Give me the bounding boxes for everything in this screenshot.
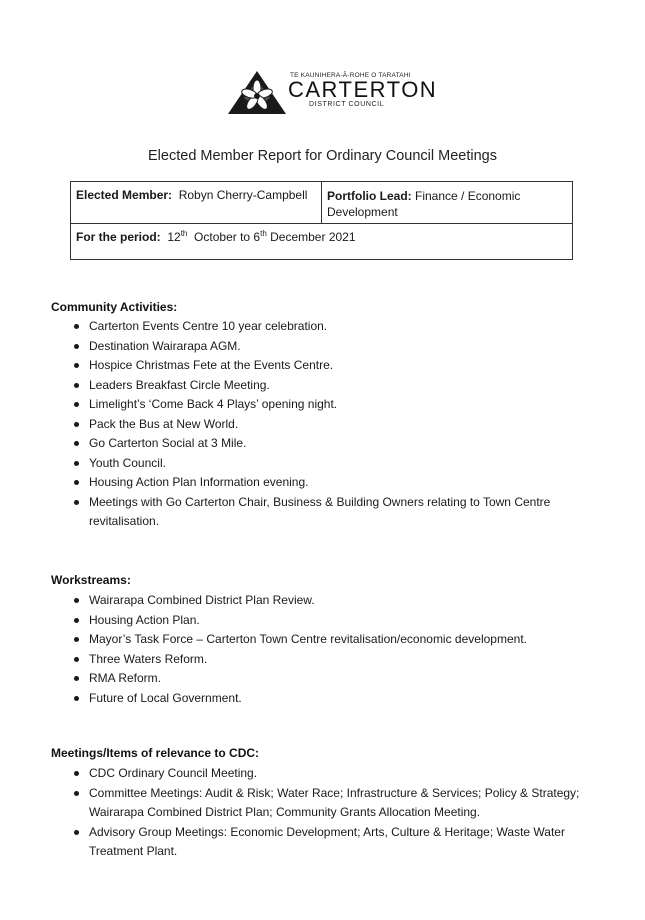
period-label: For the period: [76, 230, 161, 244]
list-item: Housing Action Plan. [51, 611, 591, 631]
mountain-flower-icon [226, 68, 288, 118]
period-start-day: 12 [167, 230, 181, 244]
list-item: Wairarapa Combined District Plan Review. [51, 591, 591, 611]
logo-name: CARTERTON [288, 77, 438, 102]
list-item: Leaders Breakfast Circle Meeting. [51, 376, 591, 396]
period-start-rest: October to [194, 230, 251, 244]
member-label: Elected Member: [76, 188, 173, 202]
workstreams-list [51, 591, 591, 708]
list-item: Limelight’s ‘Come Back 4 Plays’ opening night. [51, 395, 591, 415]
list-item: Three Waters Reform. [51, 650, 591, 670]
list-item: Advisory Group Meetings: Economic Development; Arts, Culture & Heritage; Waste Water Treatment Plant. [51, 823, 591, 862]
page-title: Elected Member Report for Ordinary Council Meetings [148, 148, 497, 164]
list-item: Housing Action Plan Information evening. [51, 473, 591, 493]
period-start-suffix: th [180, 229, 188, 238]
list-item: Youth Council. [51, 454, 591, 474]
list-item: Mayor’s Task Force – Carterton Town Centre revitalisation/economic development. [51, 630, 591, 650]
list-item: Go Carterton Social at 3 Mile. [51, 434, 591, 454]
workstreams-heading: Workstreams: [51, 573, 131, 587]
member-info-table [70, 181, 573, 260]
list-item: Destination Wairarapa AGM. [51, 337, 591, 357]
period-end-rest: December 2021 [270, 230, 356, 244]
list-item: Committee Meetings: Audit & Risk; Water Race; Infrastructure & Services; Policy & Strategy; Wairarapa Combined District Plan; Community Grants Allocation Meeting. [51, 784, 591, 823]
list-item: Pack the Bus at New World. [51, 415, 591, 435]
portfolio-label: Portfolio Lead: [327, 189, 412, 203]
list-item: Meetings with Go Carterton Chair, Business & Building Owners relating to Town Centre revitalisation. [51, 493, 591, 532]
council-logo [226, 68, 438, 118]
list-item: Hospice Christmas Fete at the Events Centre. [51, 356, 591, 376]
period-end-suffix: th [260, 229, 267, 238]
logo-maori-name: TE KAUNIHERA-Ā-ROHE O TARATAHI [290, 72, 411, 79]
meetings-heading: Meetings/Items of relevance to CDC: [51, 746, 260, 760]
community-list [51, 317, 591, 532]
community-heading: Community Activities: [51, 300, 178, 314]
meetings-list [51, 764, 591, 862]
list-item: RMA Reform. [51, 669, 591, 689]
portfolio-value: Finance / Economic Development [327, 189, 521, 219]
portfolio-cell [322, 182, 572, 223]
info-row-period [71, 224, 572, 259]
list-item: Carterton Events Centre 10 year celebration. [51, 317, 591, 337]
member-cell [71, 182, 322, 223]
logo-subtitle: DISTRICT COUNCIL [309, 101, 385, 108]
period-end-day: 6 [253, 230, 261, 244]
list-item: Future of Local Government. [51, 689, 591, 709]
list-item: CDC Ordinary Council Meeting. [51, 764, 591, 784]
info-row-member [71, 182, 572, 224]
member-value: Robyn Cherry-Campbell [178, 188, 308, 202]
